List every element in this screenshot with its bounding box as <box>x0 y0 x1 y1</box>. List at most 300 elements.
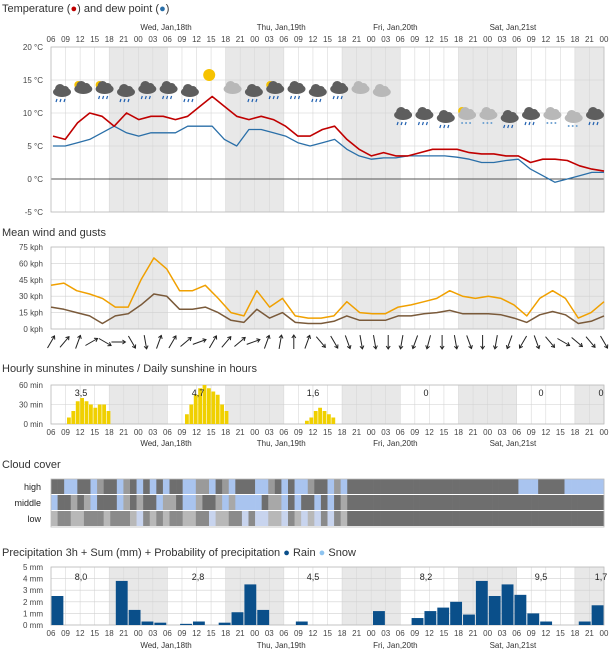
cloud-cell <box>202 479 209 494</box>
cloud-cell <box>393 495 400 510</box>
rain-drop <box>103 96 104 99</box>
cloud-cell <box>518 511 525 526</box>
precip-bar <box>116 581 128 625</box>
precip-bar <box>502 584 514 625</box>
wind-arrow-icon <box>303 335 312 350</box>
cloud-cell <box>472 511 479 526</box>
rain-drop <box>291 96 292 99</box>
precip-hour-label: 09 <box>177 629 187 638</box>
cloud-shape <box>402 109 410 117</box>
sunshine-bar <box>89 405 93 425</box>
cloud-cell <box>413 495 420 510</box>
cloud-cell <box>189 479 196 494</box>
precip-hour-label: 21 <box>235 629 245 638</box>
precip-bar <box>180 624 192 625</box>
precip-hour-label: 18 <box>570 629 580 638</box>
wind-arrow-icon <box>58 335 70 348</box>
sunshine-bar <box>185 414 189 424</box>
temperature-hour-label: 18 <box>570 35 580 44</box>
cloud-cell <box>229 511 236 526</box>
cloud-cell <box>77 479 84 494</box>
cloud-cell <box>51 495 58 510</box>
snow-flake <box>482 122 484 124</box>
precip-bar <box>412 618 424 625</box>
cloud-cell <box>249 495 256 510</box>
cloud-cell <box>202 495 209 510</box>
cloud-cell <box>51 511 58 526</box>
cloud-cell <box>499 511 506 526</box>
wind-arrow-shaft <box>586 337 595 348</box>
cloud-cell <box>288 495 295 510</box>
wind-arrow-icon <box>544 335 556 348</box>
cloud-cell <box>525 511 532 526</box>
temperature-hour-label: 06 <box>162 35 172 44</box>
cloud-cell <box>110 511 117 526</box>
sunshine-hour-label: 03 <box>381 428 391 437</box>
sunshine-hour-label: 00 <box>250 428 260 437</box>
sunshine-bar <box>102 405 106 425</box>
temperature-hour-label: 21 <box>468 35 478 44</box>
cloud-shape <box>274 83 282 91</box>
cloud-shape <box>146 83 154 91</box>
sunshine-day-label: Sat, Jan,21st <box>489 439 537 448</box>
rain-drop <box>448 125 449 128</box>
wind-arrow-icon <box>570 336 583 348</box>
cloud-cell <box>492 495 499 510</box>
rain-drop <box>56 99 57 102</box>
wind-arrow-icon <box>127 335 137 349</box>
wind-arrow-icon <box>84 337 98 347</box>
cloud-cell <box>295 495 302 510</box>
wind-arrow-icon <box>440 335 444 349</box>
cloud-cell <box>275 479 282 494</box>
cloud-shape <box>125 86 133 94</box>
precip-hour-label: 00 <box>366 629 376 638</box>
precip-bar <box>424 611 436 625</box>
precip-bar <box>463 615 475 625</box>
sunshine-bar <box>305 421 309 424</box>
precip-hour-label: 15 <box>323 629 332 638</box>
cloud-cell <box>413 511 420 526</box>
cloud-cell <box>374 511 381 526</box>
precip-hour-label: 15 <box>90 629 100 638</box>
cloud-cell <box>499 479 506 494</box>
cloud-cell <box>347 511 354 526</box>
cloud-cell <box>466 495 473 510</box>
cloud-cell <box>400 495 407 510</box>
cloud-cell <box>374 495 381 510</box>
wind-arrow-icon <box>372 335 378 349</box>
cloud-shape <box>466 109 474 117</box>
sunshine-bar <box>93 408 97 424</box>
wind-arrow-icon <box>179 336 192 348</box>
cloud-cell <box>532 511 539 526</box>
rain-drop <box>529 122 530 125</box>
cloud-cell <box>545 495 552 510</box>
cloud-cell <box>558 495 565 510</box>
cloud-cell <box>341 479 348 494</box>
cloud-cell <box>209 495 216 510</box>
cloud-cell <box>565 479 572 494</box>
temperature-hour-label: 09 <box>177 35 187 44</box>
cloud-cell <box>584 479 591 494</box>
cloud-cell <box>255 479 262 494</box>
precip-daily-total: 9,5 <box>534 572 548 582</box>
snow-flake <box>568 125 570 127</box>
cloud-rain-icon <box>53 84 71 102</box>
cloud-cell <box>597 511 604 526</box>
precip-hour-label: 00 <box>250 629 260 638</box>
sunshine-bar <box>85 401 89 424</box>
rain-drop <box>418 122 419 125</box>
wind-arrow-icon <box>452 335 458 349</box>
wind-arrow-icon <box>98 337 112 347</box>
cloud-cell <box>439 511 446 526</box>
temperature-hour-label: 12 <box>192 35 201 44</box>
cloud-cell <box>117 479 124 494</box>
cloud-cell <box>597 495 604 510</box>
cloud-cell <box>242 495 249 510</box>
cloud-cell <box>400 511 407 526</box>
wind-arrow-icon <box>599 335 609 349</box>
cloud-cell <box>367 495 374 510</box>
temperature-hour-label: 12 <box>424 35 434 44</box>
wind-arrow-icon <box>46 335 56 349</box>
cloud-cell <box>354 479 361 494</box>
cloud-cell <box>420 479 427 494</box>
wind-arrow-icon <box>142 335 148 349</box>
precip-hour-label: 00 <box>599 629 609 638</box>
cloud-cell <box>137 479 144 494</box>
sunshine-hour-label: 15 <box>555 428 565 437</box>
cloud-cell <box>209 479 216 494</box>
cloud-cell <box>97 479 104 494</box>
cloud-cell <box>439 495 446 510</box>
precip-hour-label: 15 <box>555 629 565 638</box>
cloud-cell <box>499 495 506 510</box>
sunshine-hour-label: 00 <box>133 428 143 437</box>
precip-hour-label: 03 <box>381 629 391 638</box>
cloud-cell <box>130 511 137 526</box>
cloud-cell <box>268 495 275 510</box>
cloud-cell <box>71 479 78 494</box>
cloud-cell <box>584 495 591 510</box>
temperature-hour-label: 15 <box>555 35 565 44</box>
precip-hour-label: 18 <box>337 629 347 638</box>
cloud-shape <box>360 83 368 91</box>
temperature-hour-label: 21 <box>119 35 129 44</box>
rain-drop <box>440 125 441 128</box>
cloud-cell <box>91 479 98 494</box>
precip-bar <box>244 584 256 625</box>
cloud-cell <box>538 479 545 494</box>
cloud-cell <box>176 479 183 494</box>
cloud-cell <box>387 495 394 510</box>
precip-hour-label: 00 <box>483 629 493 638</box>
cloud-shape <box>168 83 176 91</box>
cloud-cell <box>301 495 308 510</box>
cloud-cell <box>446 511 453 526</box>
wind-arrow-icon <box>518 335 528 349</box>
precip-hour-axis <box>47 629 609 650</box>
cloud-cell <box>512 479 519 494</box>
precip-bar <box>257 610 269 625</box>
sunshine-hour-label: 15 <box>90 428 100 437</box>
precip-hour-label: 06 <box>279 629 289 638</box>
sunshine-daily-total: 4,7 <box>191 388 205 398</box>
sunshine-hour-label: 06 <box>279 428 289 437</box>
cloud-cell <box>216 479 223 494</box>
wind-arrows-row <box>46 335 609 350</box>
precip-hour-label: 12 <box>192 629 201 638</box>
temperature-hour-label: 09 <box>410 35 420 44</box>
temperature-hour-axis <box>47 23 609 44</box>
sunshine-bar <box>309 418 313 425</box>
snow-flake <box>465 122 467 124</box>
temperature-y-tick: 5 °C <box>27 142 43 151</box>
wind-arrow-icon <box>386 335 390 349</box>
cloud-cell <box>117 495 124 510</box>
cloud-cell <box>156 511 163 526</box>
temperature-y-tick: 20 °C <box>22 43 43 52</box>
precip-title: Precipitation 3h + Sum (mm) + Probability of precipitation ● Rain ● Snow <box>2 547 356 559</box>
precip-bar <box>514 595 526 625</box>
cloud-cell <box>255 511 262 526</box>
sunshine-day-label: Thu, Jan,19th <box>256 439 306 448</box>
cloud-cell <box>321 495 328 510</box>
wind-arrow-icon <box>74 335 83 350</box>
temperature-y-tick: 15 °C <box>22 76 43 85</box>
cloud-shape <box>594 109 602 117</box>
cloud-cell <box>295 479 302 494</box>
sunshine-hour-label: 21 <box>584 428 594 437</box>
wind-arrow-icon <box>505 335 514 350</box>
cloud-cell <box>486 511 493 526</box>
cloud-cell <box>163 495 170 510</box>
precip-y-tick: 3 mm <box>23 586 43 596</box>
rain-drop <box>64 99 65 102</box>
sunshine-hour-label: 00 <box>366 428 376 437</box>
cloud-cell <box>374 479 381 494</box>
wind-arrow-icon <box>315 335 327 348</box>
precip-hour-label: 03 <box>497 629 507 638</box>
temperature-hour-label: 21 <box>352 35 362 44</box>
wind-arrow-icon <box>465 335 474 350</box>
precip-hour-label: 06 <box>46 629 56 638</box>
precip-bar <box>154 623 166 625</box>
cloud-cell <box>262 479 269 494</box>
temperature-y-tick: 0 °C <box>27 175 43 184</box>
sunshine-hour-axis <box>47 428 609 448</box>
sunshine-title: Hourly sunshine in minutes / Daily sunshine in hours <box>2 363 257 375</box>
cloud-cell <box>334 511 341 526</box>
cloud-cell <box>196 479 203 494</box>
cloud-cell <box>446 495 453 510</box>
cloud-cell <box>492 479 499 494</box>
wind-arrow-icon <box>358 335 364 349</box>
cloud-cell <box>525 479 532 494</box>
cloud-cell <box>453 479 460 494</box>
snow-flake <box>490 122 492 124</box>
sunshine-hour-label: 06 <box>395 428 405 437</box>
cloud-cell <box>597 479 604 494</box>
rain-drop <box>320 99 321 102</box>
cloud-cell <box>505 479 512 494</box>
cloud-cell <box>551 495 558 510</box>
precip-day-label: Thu, Jan,19th <box>256 641 306 650</box>
sunshine-daily-total: 3,5 <box>74 388 88 398</box>
temperature-hour-label: 09 <box>526 35 536 44</box>
precip-y-tick: 4 mm <box>23 574 43 584</box>
precip-hour-label: 03 <box>264 629 274 638</box>
sunshine-bar <box>331 418 335 425</box>
cloud-cell <box>393 479 400 494</box>
temperature-hour-label: 12 <box>75 35 85 44</box>
cloud-cell <box>104 495 111 510</box>
sunshine-hour-label: 00 <box>599 428 609 437</box>
sunshine-bar <box>80 398 84 424</box>
cloud-cell <box>176 495 183 510</box>
cloud-cell <box>84 495 91 510</box>
cloud-shape <box>232 83 240 91</box>
cloud-cell <box>156 495 163 510</box>
cloud-cell <box>58 511 65 526</box>
cloud-cell <box>518 495 525 510</box>
cloud-shape <box>82 83 90 91</box>
cloud-cell <box>268 479 275 494</box>
temperature-hour-label: 00 <box>366 35 376 44</box>
cloud-cell <box>137 511 144 526</box>
cloud-title: Cloud cover <box>2 459 61 471</box>
rain-drop <box>422 122 423 125</box>
sunshine-hour-label: 09 <box>293 428 303 437</box>
temperature-hour-label: 12 <box>541 35 551 44</box>
sunshine-hour-label: 09 <box>61 428 71 437</box>
cloud-cell <box>466 479 473 494</box>
wind-arrow-icon <box>425 335 432 350</box>
cloud-cell <box>308 495 315 510</box>
wind-arrow-icon <box>532 335 541 350</box>
cloud-cell <box>170 479 177 494</box>
temperature-hour-label: 06 <box>279 35 289 44</box>
sunshine-hour-label: 06 <box>46 428 56 437</box>
precip-hour-label: 15 <box>206 629 216 638</box>
sun-icon <box>203 69 215 81</box>
cloud-cell <box>91 495 98 510</box>
cloud-cell <box>472 495 479 510</box>
cloud-cell <box>538 495 545 510</box>
snow-flake <box>461 122 463 124</box>
precip-y-tick: 2 mm <box>23 597 43 607</box>
temperature-hour-label: 06 <box>46 35 56 44</box>
cloud-cell <box>360 495 367 510</box>
cloud-shape <box>445 112 453 120</box>
rain-drop <box>525 122 526 125</box>
wind-y-tick: 30 kph <box>18 292 43 302</box>
cloud-cell <box>545 479 552 494</box>
sunshine-hour-label: 09 <box>177 428 187 437</box>
cloud-cell <box>71 495 78 510</box>
sunshine-hour-label: 18 <box>221 428 231 437</box>
sunshine-day-label: Wed, Jan,18th <box>140 439 192 448</box>
cloud-cell <box>301 479 308 494</box>
wind-arrow-icon <box>246 338 261 347</box>
cloud-cell <box>492 511 499 526</box>
sunshine-bar <box>207 388 211 424</box>
cloud-shape <box>573 112 581 120</box>
sunshine-hour-label: 12 <box>424 428 434 437</box>
temperature-hour-label: 00 <box>483 35 493 44</box>
cloud-cell <box>446 479 453 494</box>
sunshine-hour-label: 21 <box>468 428 478 437</box>
cloud-cell <box>288 479 295 494</box>
cloud-cell <box>367 511 374 526</box>
cloud-cell <box>426 511 433 526</box>
cloud-cell <box>525 495 532 510</box>
cloud-cell <box>123 479 130 494</box>
sunshine-hour-label: 18 <box>454 428 463 437</box>
precip-daily-total: 8,0 <box>74 572 88 582</box>
cloud-cell <box>565 511 572 526</box>
cloud-cell <box>407 479 414 494</box>
sunshine-hour-label: 21 <box>352 428 362 437</box>
cloud-cell <box>209 511 216 526</box>
wind-arrow-icon <box>167 335 177 349</box>
sunshine-bar <box>314 411 318 424</box>
precip-daily-total: 1,7 <box>594 572 608 582</box>
wind-arrow-icon <box>192 338 207 347</box>
cloud-cell <box>486 479 493 494</box>
cloud-cell <box>235 479 242 494</box>
sunshine-hour-label: 09 <box>526 428 536 437</box>
sunshine-y-tick: 60 min <box>18 381 43 390</box>
precip-daily-total: 2,8 <box>191 572 205 582</box>
wind-title: Mean wind and gusts <box>2 227 106 239</box>
precip-hour-label: 21 <box>584 629 594 638</box>
cloud-cell <box>453 511 460 526</box>
cloud-cell <box>156 479 163 494</box>
wind-arrow-shaft <box>99 339 111 346</box>
cloud-cell <box>281 479 288 494</box>
sunshine-bar <box>76 401 80 424</box>
cloud-cell <box>222 511 229 526</box>
precip-hour-label: 12 <box>75 629 85 638</box>
cloud-cell <box>130 479 137 494</box>
cloud-shape <box>61 86 69 94</box>
wind-arrow-shaft <box>316 337 325 348</box>
rain-drop <box>60 99 61 102</box>
sunshine-bar <box>318 408 322 424</box>
cloud-cell <box>249 479 256 494</box>
wind-arrow-icon <box>220 335 232 348</box>
temperature-hour-label: 00 <box>250 35 260 44</box>
wind-arrow-shaft <box>222 337 231 348</box>
cloud-cell <box>538 511 545 526</box>
temperature-hour-label: 21 <box>235 35 245 44</box>
cloud-cell <box>512 495 519 510</box>
cloud-cell <box>360 479 367 494</box>
precip-hour-label: 09 <box>61 629 71 638</box>
temperature-day-label: Wed, Jan,18th <box>140 23 192 32</box>
cloud-cell <box>551 511 558 526</box>
sunshine-day-label: Fri, Jan,20th <box>373 439 418 448</box>
cloud-cell <box>439 479 446 494</box>
cloud-cell <box>400 479 407 494</box>
wind-arrow-shaft <box>169 336 176 348</box>
cloud-cell <box>328 495 335 510</box>
cloud-shape <box>317 86 325 94</box>
precip-bar <box>540 622 552 625</box>
